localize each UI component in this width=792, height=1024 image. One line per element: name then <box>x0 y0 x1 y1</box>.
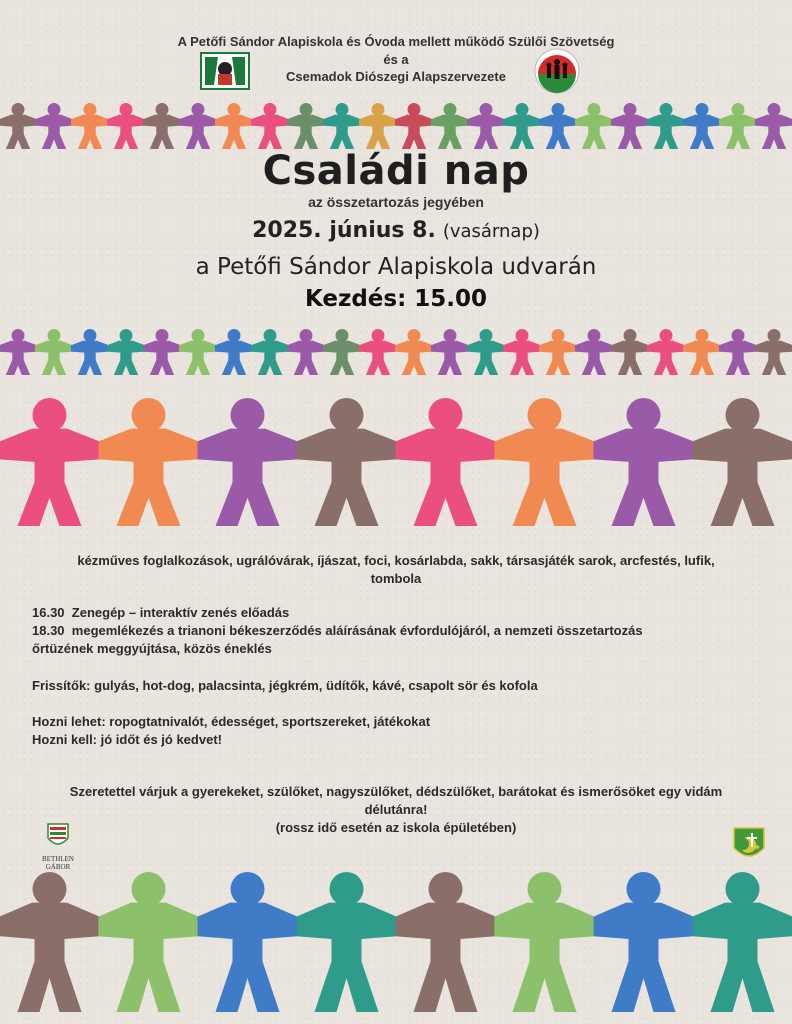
program-text: megemlékezés a trianoni békeszerződés aláírásának évfordulójáról, a nemzeti összetartozás <box>71 623 643 638</box>
paper-doll-figure <box>287 103 325 149</box>
paper-doll-figure <box>297 872 397 1012</box>
paper-doll-figure <box>611 103 649 149</box>
bethlen-emblem-icon <box>30 822 86 852</box>
program-time: 18.30 <box>32 623 65 638</box>
paper-doll-figure <box>495 872 595 1012</box>
activities-line-1: kézműves foglalkozások, ugrálóvárak, íjászat, foci, kosárlabda, sakk, társasjáték sarok, arcfestés, lufik, <box>77 553 715 568</box>
paper-doll-figure <box>198 872 298 1012</box>
organizer-line-1: A Petőfi Sándor Alapiskola és Óvoda mellett működő Szülői Szövetség <box>177 34 615 49</box>
paper-doll-figure <box>251 329 289 375</box>
paper-doll-figure <box>107 329 145 375</box>
paper-doll-figure <box>683 103 721 149</box>
paper-dolls-big-top <box>0 395 792 530</box>
paper-doll-figure <box>323 103 361 149</box>
event-subtitle: az összetartozás jegyében <box>308 194 484 210</box>
refreshments: Frissítők: gulyás, hot-dog, palacsinta, jégkrém, üdítők, kávé, csapolt sör és kofola <box>32 678 538 693</box>
paper-doll-figure <box>0 872 100 1012</box>
program-continuation: őrtüzének meggyújtása, közös éneklés <box>32 641 272 656</box>
paper-doll-figure <box>539 103 577 149</box>
invite-line-2: délutánra! <box>364 802 428 817</box>
bring-must: Hozni kell: jó időt és jó kedvet! <box>32 732 222 747</box>
school-emblem-icon <box>200 52 250 90</box>
paper-doll-figure <box>719 329 757 375</box>
invite-line-1: Szeretettel várjuk a gyerekeket, szülőket, nagyszülőket, dédszülőket, barátokat és ismerősöket egy vidám <box>69 784 723 799</box>
paper-doll-figure <box>179 329 217 375</box>
paper-dolls-row-top <box>0 100 792 152</box>
paper-doll-figure <box>611 329 649 375</box>
paper-doll-figure <box>594 872 694 1012</box>
paper-doll-figure <box>594 398 694 526</box>
program-time: 16.30 <box>32 605 65 620</box>
event-date: 2025. június 8. <box>252 218 436 243</box>
paper-doll-figure <box>755 329 792 375</box>
program-text: Zenegép – interaktív zenés előadás <box>71 605 290 620</box>
paper-doll-figure <box>323 329 361 375</box>
paper-doll-figure <box>396 398 496 526</box>
paper-doll-figure <box>396 872 496 1012</box>
invite-line-3: (rossz idő esetén az iskola épületében) <box>275 820 517 835</box>
paper-doll-figure <box>287 329 325 375</box>
csemadok-emblem-icon <box>534 48 580 94</box>
paper-doll-figure <box>693 872 792 1012</box>
bring-can: Hozni lehet: ropogtatnivalót, édességet, sportszereket, játékokat <box>32 714 431 729</box>
bethlen-logo <box>30 822 86 871</box>
paper-doll-figure <box>297 398 397 526</box>
paper-doll-figure <box>71 329 109 375</box>
paper-doll-figure <box>359 329 397 375</box>
paper-doll-figure <box>395 329 433 375</box>
paper-doll-figure <box>647 103 685 149</box>
paper-doll-figure <box>683 329 721 375</box>
program-item <box>32 604 772 621</box>
program-item <box>32 622 772 639</box>
paper-doll-figure <box>0 329 37 375</box>
paper-dolls-row-middle <box>0 326 792 378</box>
paper-doll-figure <box>198 398 298 526</box>
organizer-line-2: és a <box>383 52 409 67</box>
paper-doll-figure <box>0 103 37 149</box>
paper-doll-figure <box>503 329 541 375</box>
event-start: Kezdés: 15.00 <box>304 286 488 312</box>
paper-doll-figure <box>719 103 757 149</box>
paper-doll-figure <box>107 103 145 149</box>
paper-doll-figure <box>693 398 792 526</box>
paper-dolls-big-bottom <box>0 868 792 1018</box>
paper-doll-figure <box>395 103 433 149</box>
event-location: a Petőfi Sándor Alapiskola udvarán <box>195 254 597 280</box>
paper-doll-figure <box>143 103 181 149</box>
paper-doll-figure <box>647 329 685 375</box>
paper-doll-figure <box>467 329 505 375</box>
paper-doll-figure <box>575 103 613 149</box>
event-title: Családi nap <box>262 148 530 194</box>
event-day: (vasárnap) <box>442 221 540 242</box>
paper-doll-figure <box>431 329 469 375</box>
activities-line-2: tombola <box>370 571 422 586</box>
paper-doll-figure <box>215 103 253 149</box>
paper-doll-figure <box>539 329 577 375</box>
coat-of-arms-icon <box>732 826 766 864</box>
bethlen-label: BETHLEN GÁBOR <box>42 855 74 871</box>
paper-doll-figure <box>575 329 613 375</box>
paper-doll-figure <box>467 103 505 149</box>
paper-doll-figure <box>99 398 199 526</box>
paper-doll-figure <box>143 329 181 375</box>
paper-doll-figure <box>359 103 397 149</box>
paper-doll-figure <box>35 329 73 375</box>
organizer-line-3: Csemadok Diószegi Alapszervezete <box>286 69 506 84</box>
paper-doll-figure <box>71 103 109 149</box>
paper-doll-figure <box>431 103 469 149</box>
paper-doll-figure <box>251 103 289 149</box>
paper-doll-figure <box>99 872 199 1012</box>
paper-doll-figure <box>215 329 253 375</box>
paper-doll-figure <box>35 103 73 149</box>
event-date-line <box>0 218 792 243</box>
paper-doll-figure <box>503 103 541 149</box>
paper-doll-figure <box>755 103 792 149</box>
paper-doll-figure <box>0 398 100 526</box>
paper-doll-figure <box>495 398 595 526</box>
paper-doll-figure <box>179 103 217 149</box>
